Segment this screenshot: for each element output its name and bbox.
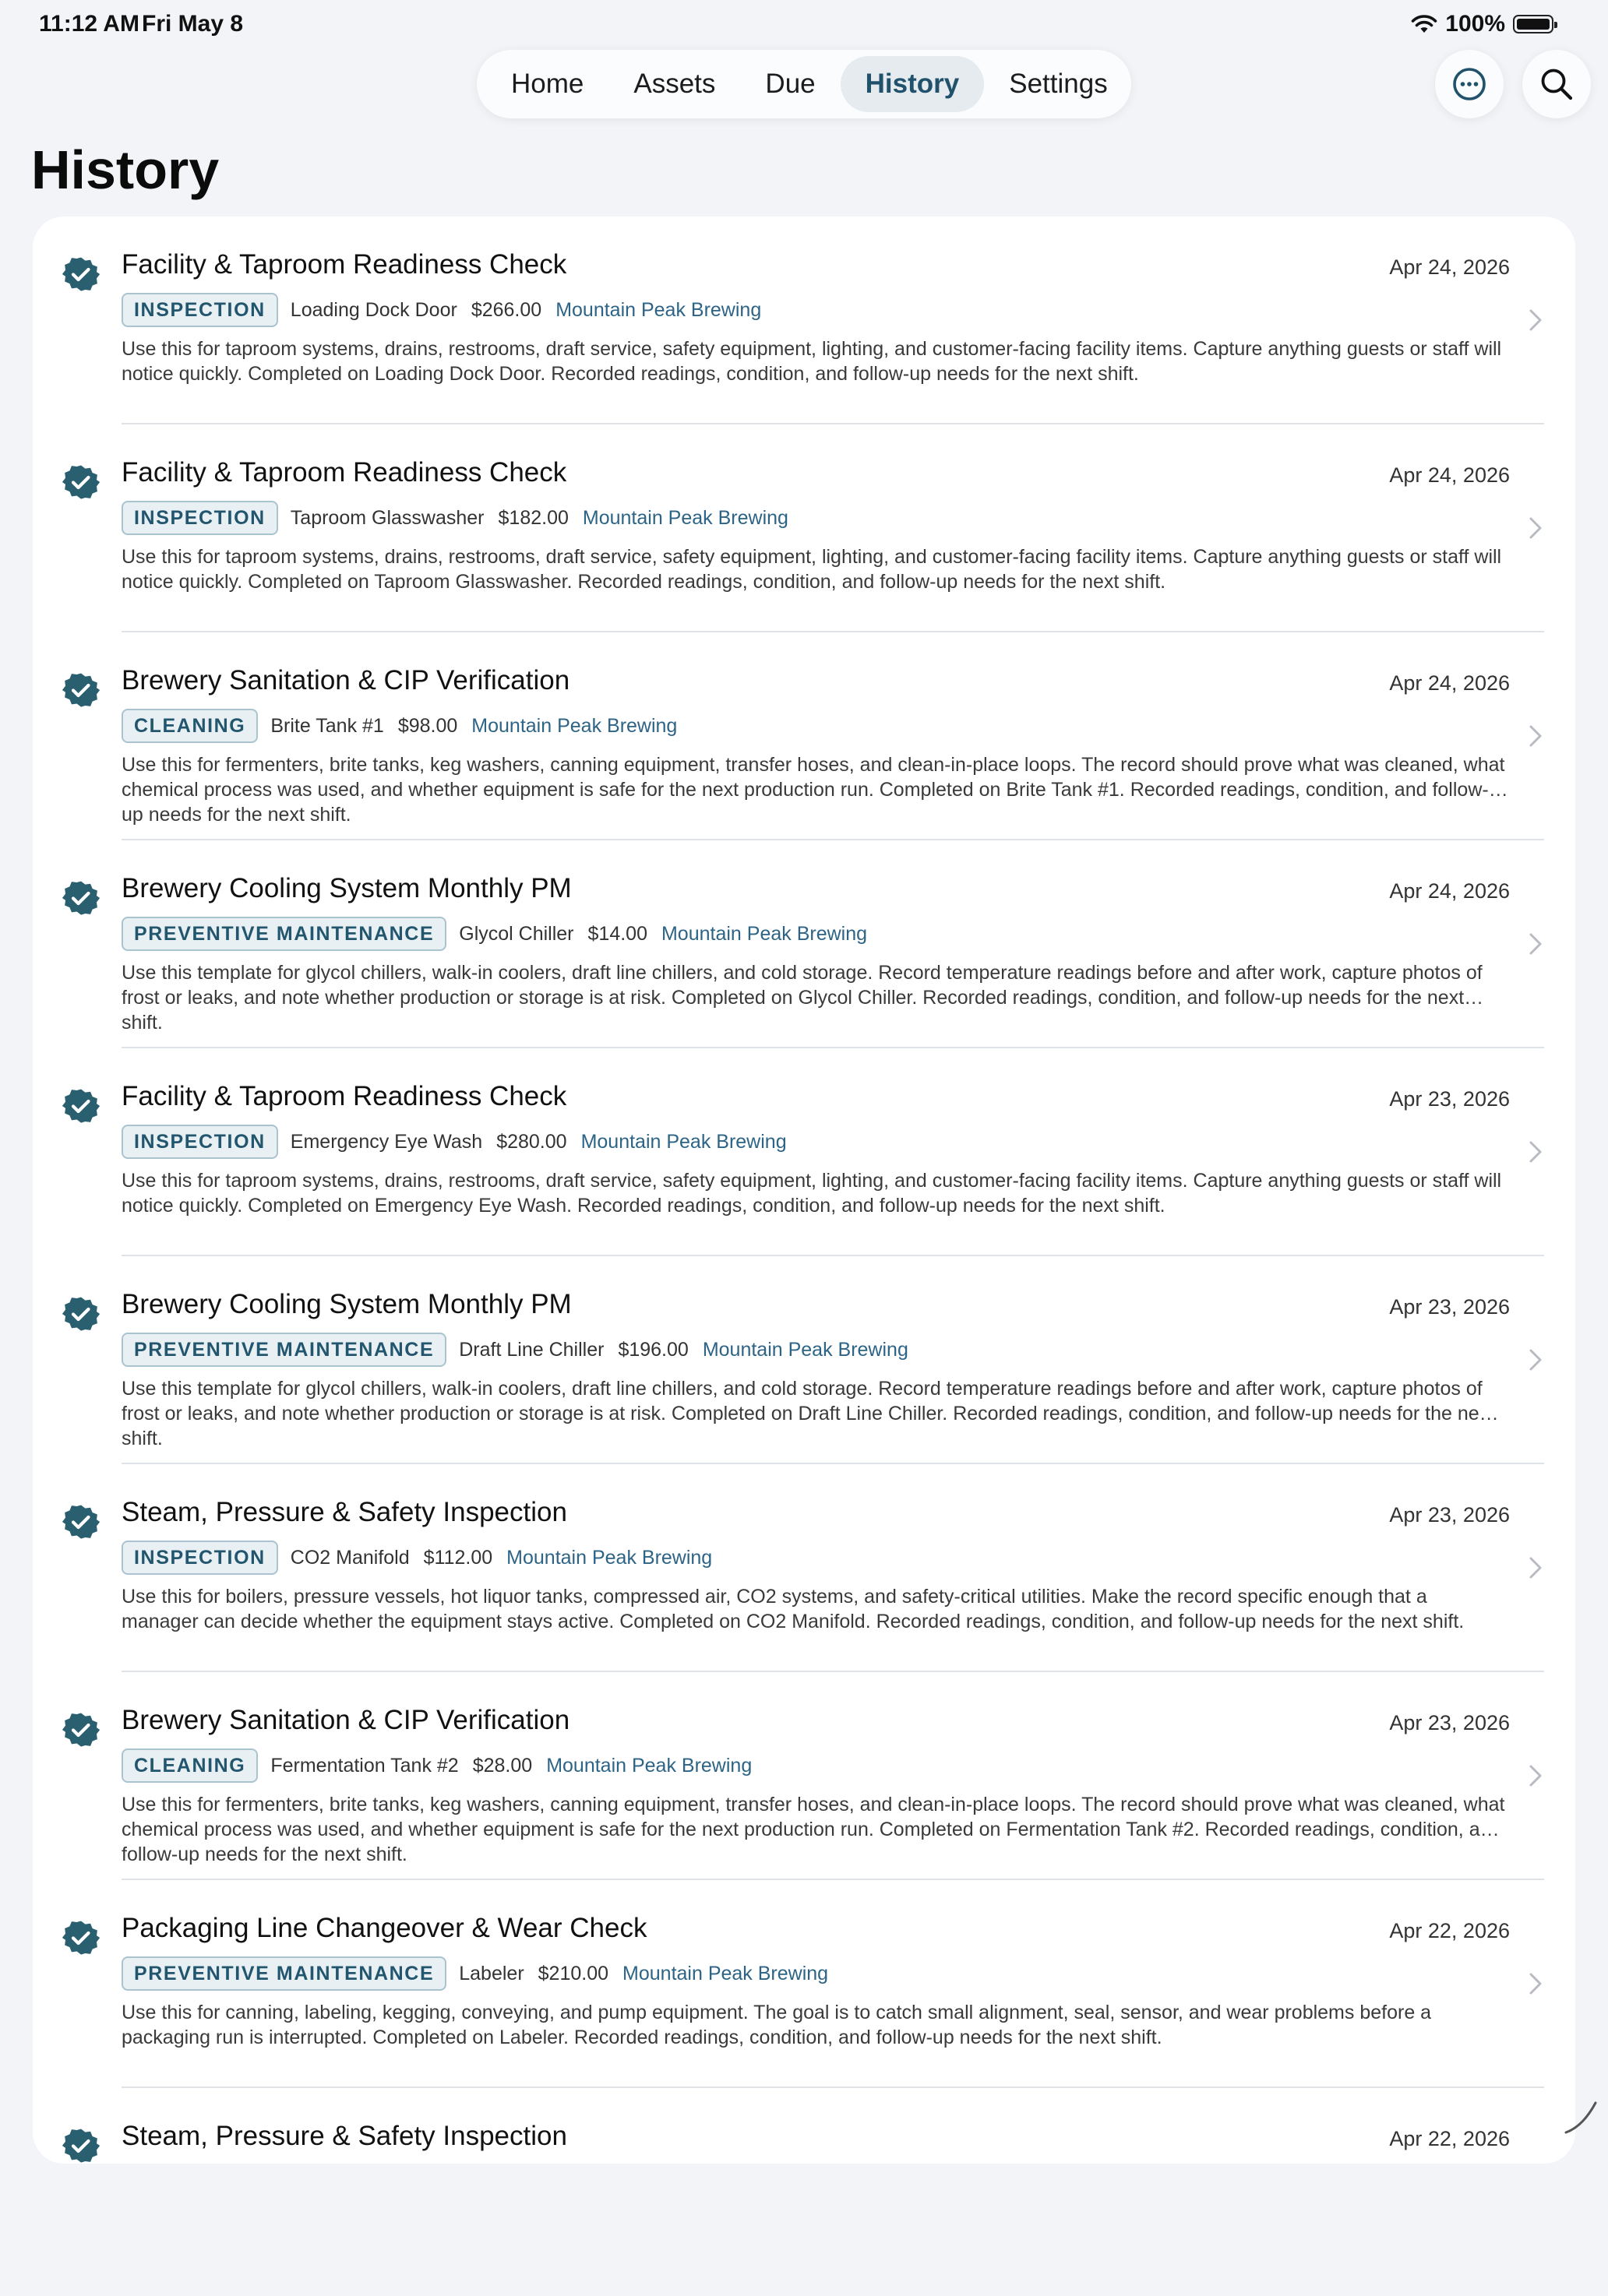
row-meta: [122, 709, 677, 743]
row-description: Use this for taproom systems, drains, restrooms, draft service, safety equipment, lighting, and customer-facing facility items. Capture anything guests or staff will notice quickly. Completed on Loading Dock Door. Recorded readings, condition, and follow-up needs for the next shift.: [122, 338, 1502, 385]
row-title: Brewery Sanitation & CIP Verification: [122, 665, 570, 695]
status-date: Fri May 8: [142, 11, 244, 37]
row-date: Apr 24, 2026: [1389, 879, 1510, 903]
row-date: Apr 23, 2026: [1389, 1503, 1510, 1527]
asset-name: Taproom Glasswasher: [290, 506, 485, 529]
battery-icon: [1513, 15, 1553, 33]
asset-name: Loading Dock Door: [290, 298, 457, 321]
organization-name: Mountain Peak Brewing: [546, 1754, 753, 1777]
type-badge: INSPECTION: [122, 1541, 278, 1575]
asset-name: Labeler: [459, 1962, 524, 1984]
row-title: Brewery Cooling System Monthly PM: [122, 873, 572, 903]
tab-bar: [477, 50, 1131, 118]
tab-due[interactable]: Due: [765, 69, 816, 99]
cost-value: $210.00: [538, 1962, 609, 1984]
status-indicators: [1411, 11, 1553, 37]
history-row[interactable]: [33, 1672, 1575, 1880]
row-meta: [122, 917, 867, 951]
checkmark-seal-icon: [62, 879, 100, 917]
history-list: [33, 217, 1575, 2164]
organization-name: Mountain Peak Brewing: [622, 1962, 829, 1984]
row-meta: [122, 501, 788, 535]
organization-name: Mountain Peak Brewing: [702, 1338, 908, 1361]
asset-name: Fermentation Tank #2: [270, 1754, 459, 1777]
row-date: Apr 24, 2026: [1389, 255, 1510, 279]
page-title: History: [31, 139, 220, 200]
row-date: Apr 22, 2026: [1389, 1919, 1510, 1942]
asset-name: Emergency Eye Wash: [290, 1130, 483, 1153]
cost-value: $196.00: [618, 1338, 689, 1361]
organization-name: Mountain Peak Brewing: [582, 506, 788, 529]
row-description: Use this for taproom systems, drains, restrooms, draft service, safety equipment, lighting, and customer-facing facility items. Capture anything guests or staff will notice quickly. Completed on Emergency Eye Wash. Recorded readings, condition, and follow-up needs for the next shift.: [122, 1170, 1502, 1217]
row-title: Packaging Line Changeover & Wear Check: [122, 1913, 647, 1943]
type-badge: INSPECTION: [122, 293, 278, 327]
type-badge: CLEANING: [122, 709, 258, 743]
checkmark-seal-icon: [62, 671, 100, 709]
asset-name: Draft Line Chiller: [459, 1338, 605, 1361]
checkmark-seal-icon: [62, 255, 100, 293]
chevron-right-icon: [1529, 1972, 1543, 1995]
cost-value: $14.00: [587, 922, 647, 945]
type-badge: PREVENTIVE MAINTENANCE: [122, 1956, 446, 1991]
checkmark-seal-icon: [62, 2127, 100, 2164]
scroll-grabber[interactable]: [1561, 2098, 1600, 2137]
cost-value: $98.00: [397, 714, 458, 737]
asset-name: Glycol Chiller: [459, 922, 574, 945]
chevron-right-icon: [1529, 724, 1543, 748]
row-title: Steam, Pressure & Safety Inspection: [122, 1497, 567, 1527]
row-title: Facility & Taproom Readiness Check: [122, 457, 567, 488]
cost-value: $280.00: [496, 1130, 567, 1153]
tab-settings[interactable]: Settings: [1009, 69, 1108, 99]
row-description: Use this for fermenters, brite tanks, keg washers, canning equipment, transfer hoses, and clean-in-place loops. The record should prove what was cleaned, what chemical process was used, and whether equipment is safe for the next production run. Completed on Brite Tank #1. Recorded readings, condition, and follow-up needs for the next shift.: [122, 754, 1505, 826]
history-row[interactable]: [33, 1880, 1575, 2088]
battery-percent: 100%: [1445, 11, 1505, 37]
row-title: Facility & Taproom Readiness Check: [122, 1081, 567, 1111]
organization-name: Mountain Peak Brewing: [471, 714, 678, 737]
row-title: Facility & Taproom Readiness Check: [122, 249, 567, 280]
organization-name: Mountain Peak Brewing: [555, 298, 762, 321]
checkmark-seal-icon: [62, 1919, 100, 1956]
search-button[interactable]: [1522, 50, 1591, 118]
checkmark-seal-icon: [62, 1503, 100, 1541]
checkmark-seal-icon: [62, 1087, 100, 1125]
history-row[interactable]: [33, 1256, 1575, 1464]
organization-name: Mountain Peak Brewing: [580, 1130, 787, 1153]
type-badge: PREVENTIVE MAINTENANCE: [122, 917, 446, 951]
chevron-right-icon: [1529, 1556, 1543, 1579]
asset-name: CO2 Manifold: [290, 1546, 410, 1569]
ellipsis-circle-icon: [1452, 67, 1486, 101]
row-description: Use this for fermenters, brite tanks, keg washers, canning equipment, transfer hoses, and clean-in-place loops. The record should prove what was cleaned, what chemical process was used, and whether equipment is safe for the next production run. Completed on Fermentation Tank #2. Recorded readings, condition, and follow-up needs for the next shift.: [122, 1794, 1505, 1865]
checkmark-seal-icon: [62, 1295, 100, 1333]
row-date: Apr 23, 2026: [1389, 1087, 1510, 1111]
type-badge: INSPECTION: [122, 1125, 278, 1159]
row-meta: [122, 1541, 712, 1575]
history-row[interactable]: [33, 1464, 1575, 1672]
status-bar: [0, 0, 1608, 50]
history-row[interactable]: [33, 424, 1575, 632]
row-meta: [122, 1333, 908, 1367]
chevron-right-icon: [1529, 1348, 1543, 1372]
row-description: Use this template for glycol chillers, walk-in coolers, draft line chillers, and cold storage. Record temperature readings before and after work, capture photos of frost or leaks, and note whether production or storage is at risk. Completed on Draft Line Chiller. Recorded readings, condition, and follow-up needs for the next shift.: [122, 1378, 1495, 1449]
more-button[interactable]: [1435, 50, 1504, 118]
organization-name: Mountain Peak Brewing: [661, 922, 868, 945]
row-description: Use this for taproom systems, drains, restrooms, draft service, safety equipment, lighting, and customer-facing facility items. Capture anything guests or staff will notice quickly. Completed on Taproom Glasswasher. Recorded readings, condition, and follow-up needs for the next shift.: [122, 546, 1502, 593]
row-meta: [122, 293, 761, 327]
row-date: Apr 24, 2026: [1389, 671, 1510, 695]
history-row[interactable]: [33, 632, 1575, 840]
chevron-right-icon: [1529, 516, 1543, 540]
history-row[interactable]: [33, 2088, 1575, 2296]
chevron-right-icon: [1529, 1764, 1543, 1787]
organization-name: Mountain Peak Brewing: [506, 1546, 713, 1569]
history-row[interactable]: [33, 1048, 1575, 1256]
checkmark-seal-icon: [62, 463, 100, 501]
tab-history[interactable]: History: [841, 56, 985, 112]
row-date: Apr 24, 2026: [1389, 463, 1510, 487]
wifi-icon: [1411, 14, 1437, 34]
cost-value: $266.00: [471, 298, 542, 321]
row-date: Apr 23, 2026: [1389, 1295, 1510, 1319]
row-description: Use this template for glycol chillers, walk-in coolers, draft line chillers, and cold storage. Record temperature readings before and after work, capture photos of frost or leaks, and note whether production or storage is at risk. Completed on Glycol Chiller. Recorded readings, condition, and follow-up needs for the next shift.: [122, 962, 1483, 1034]
chevron-right-icon: [1529, 308, 1543, 332]
row-title: Steam, Pressure & Safety Inspection: [122, 2121, 567, 2151]
tab-home[interactable]: Home: [511, 69, 584, 99]
status-time: 11:12 AM: [39, 11, 139, 37]
checkmark-seal-icon: [62, 1711, 100, 1748]
cost-value: $28.00: [472, 1754, 533, 1777]
row-meta: [122, 1748, 752, 1783]
chevron-right-icon: [1529, 1140, 1543, 1164]
tab-assets[interactable]: Assets: [633, 69, 716, 99]
cost-value: $182.00: [498, 506, 569, 529]
row-title: Brewery Sanitation & CIP Verification: [122, 1705, 570, 1735]
cost-value: $112.00: [423, 1546, 493, 1569]
history-row[interactable]: [33, 840, 1575, 1048]
type-badge: INSPECTION: [122, 501, 278, 535]
type-badge: PREVENTIVE MAINTENANCE: [122, 1333, 446, 1367]
row-description: Use this for canning, labeling, kegging, conveying, and pump equipment. The goal is to catch small alignment, seal, sensor, and wear problems before a packaging run is interrupted. Completed on Labeler. Recorded readings, condition, and follow-up needs for the next shift.: [122, 2002, 1432, 2048]
magnifying-glass-icon: [1539, 67, 1574, 101]
row-date: Apr 22, 2026: [1389, 2127, 1510, 2150]
history-row[interactable]: [33, 217, 1575, 424]
row-description: Use this for boilers, pressure vessels, hot liquor tanks, compressed air, CO2 systems, and safety-critical utilities. Make the record specific enough that a manager can decide whether the equipment stays active. Completed on CO2 Manifold. Recorded readings, condition, and follow-up needs for the next shift.: [122, 1586, 1465, 1632]
type-badge: CLEANING: [122, 1748, 258, 1783]
row-meta: [122, 1956, 828, 1991]
row-date: Apr 23, 2026: [1389, 1711, 1510, 1734]
asset-name: Brite Tank #1: [270, 714, 384, 737]
row-meta: [122, 1125, 787, 1159]
chevron-right-icon: [1529, 932, 1543, 956]
row-title: Brewery Cooling System Monthly PM: [122, 1289, 572, 1319]
